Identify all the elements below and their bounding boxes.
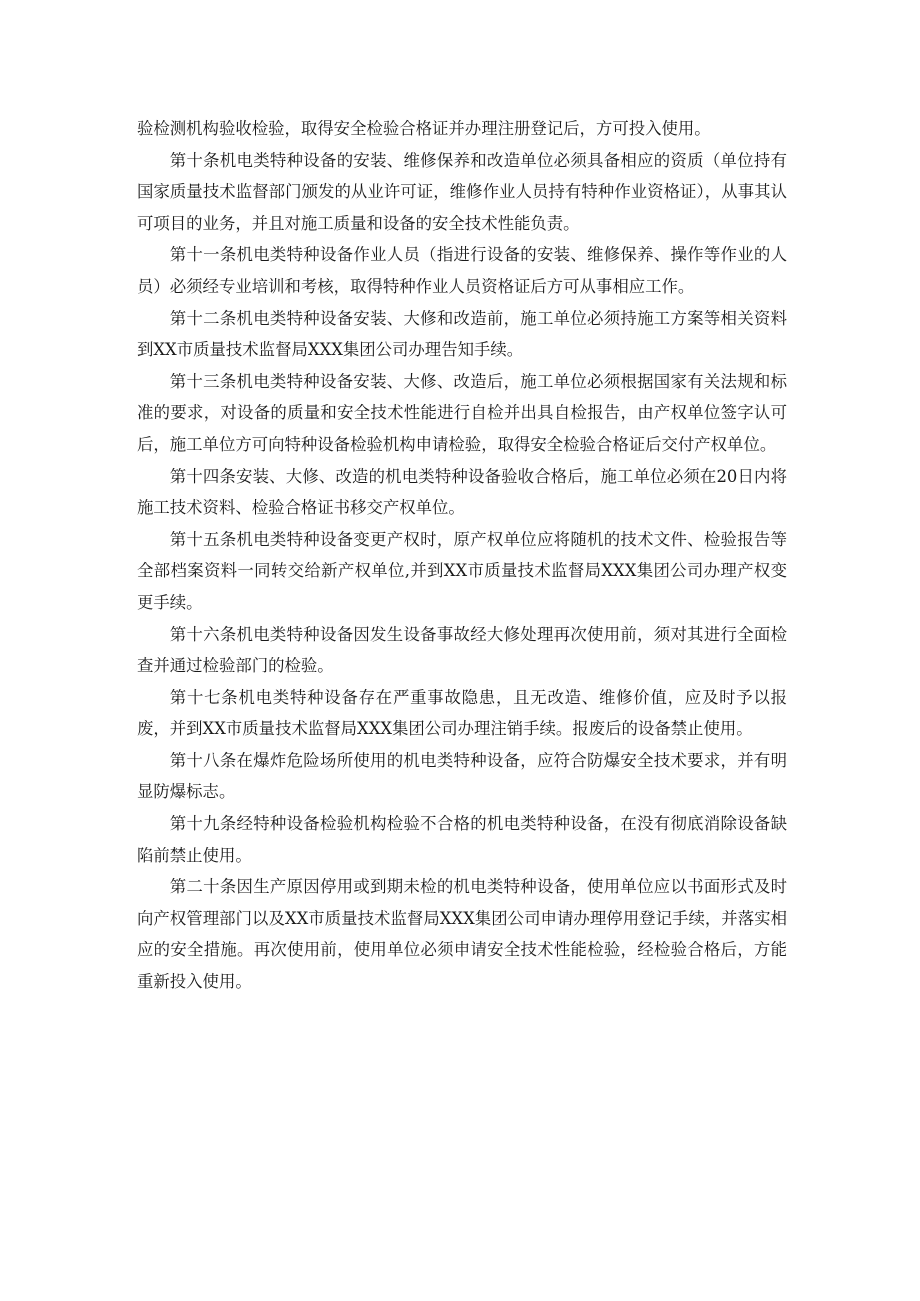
article-12: 第十二条机电类特种设备安装、大修和改造前，施工单位必须持施工方案等相关资料到XX市质量技术监督局XXX集团公司办理告知手续。 [137, 308, 787, 360]
article-17: 第十七条机电类特种设备存在严重事故隐患，且无改造、维修价值，应及时予以报废，并到XX市质量技术监督局XXX集团公司办理注销手续。报废后的设备禁止使用。 [137, 687, 787, 739]
article-10: 第十条机电类特种设备的安装、维修保养和改造单位必须具备相应的资质（单位持有国家质量技术监督部门颁发的从业许可证，维修作业人员持有特种作业资格证），从事其认可项目的业务，并且对施工质量和设备的安全技术性能负责。 [137, 150, 787, 233]
article-13: 第十三条机电类特种设备安装、大修、改造后，施工单位必须根据国家有关法规和标准的要求，对设备的质量和安全技术性能进行自检并出具自检报告，由产权单位签字认可后，施工单位方可向特种设备检验机构申请检验，取得安全检验合格证后交付产权单位。 [137, 371, 787, 454]
article-14: 第十四条安装、大修、改造的机电类特种设备验收合格后，施工单位必须在20日内将施工技术资料、检验合格证书移交产权单位。 [137, 466, 787, 518]
paragraph-continuation: 验检测机构验收检验，取得安全检验合格证并办理注册登记后，方可投入使用。 [137, 119, 711, 138]
article-18: 第十八条在爆炸危险场所使用的机电类特种设备，应符合防爆安全技术要求，并有明显防爆标志。 [137, 750, 787, 802]
article-11: 第十一条机电类特种设备作业人员（指进行设备的安装、维修保养、操作等作业的人员）必须经专业培训和考核，取得特种作业人员资格证后方可从事相应工作。 [137, 245, 787, 296]
article-16: 第十六条机电类特种设备因发生设备事故经大修处理再次使用前，须对其进行全面检查并通过检验部门的检验。 [137, 624, 787, 676]
article-19: 第十九条经特种设备检验机构检验不合格的机电类特种设备，在没有彻底消除设备缺陷前禁止使用。 [137, 814, 787, 865]
article-20: 第二十条因生产原因停用或到期未检的机电类特种设备，使用单位应以书面形式及时向产权管理部门以及XX市质量技术监督局XXX集团公司申请办理停用登记手续，并落实相应的安全措施。再次使用前，使用单位必须申请安全技术性能检验，经检验合格后，方能重新投入使用。 [137, 877, 787, 992]
document-body [137, 113, 787, 998]
article-15: 第十五条机电类特种设备变更产权时，原产权单位应将随机的技术文件、检验报告等全部档案资料一同转交给新产权单位,并到XX市质量技术监督局XXX集团公司办理产权变更手续。 [137, 529, 787, 612]
